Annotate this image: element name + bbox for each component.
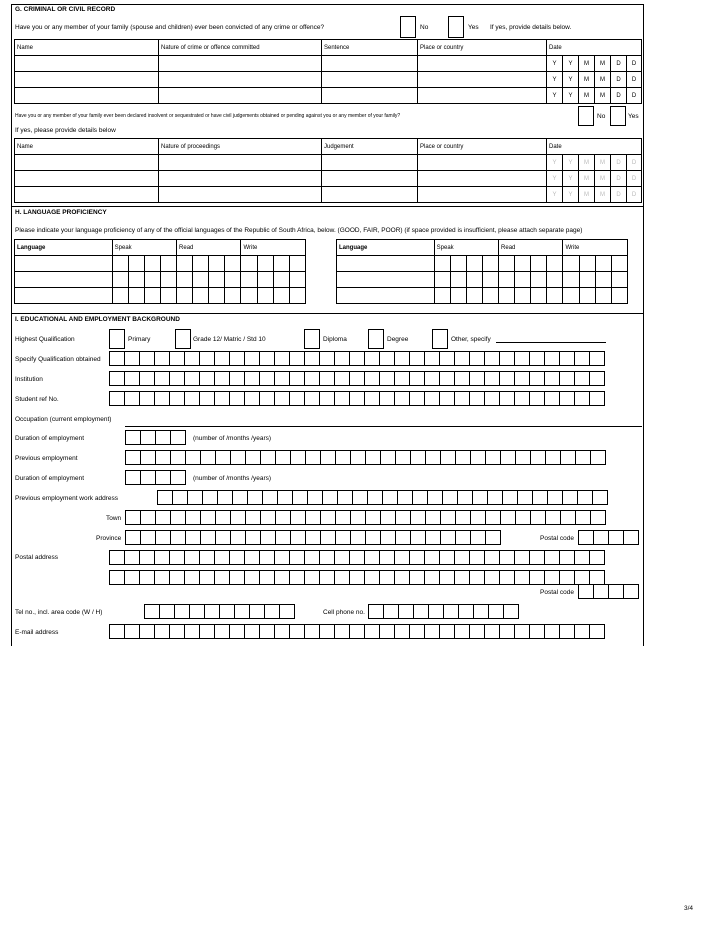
other-specify-field[interactable] (496, 342, 606, 343)
yes-checkbox[interactable] (448, 16, 464, 38)
col-speak: Speak (434, 240, 498, 256)
section-h-title: H. LANGUAGE PROFICIENCY (15, 209, 107, 216)
matric-checkbox[interactable] (175, 329, 191, 349)
col-write: Write (241, 240, 306, 256)
col-nature: Nature of crime or offence committed (159, 40, 322, 56)
town-label: Town (106, 515, 122, 522)
postal-code-field-2[interactable] (578, 584, 638, 599)
yes-label: Yes (468, 24, 479, 31)
table-header-row (337, 240, 628, 256)
criminal-table (14, 39, 642, 104)
language-instruction: Please indicate your language proficiency of any of the official languages of the Republic of South Africa, below. (GOOD, FAIR, POOR) (if space provided is insufficient, please attach separate page) (15, 227, 583, 234)
no-label: No (420, 24, 429, 31)
col-sentence: Sentence (322, 40, 418, 56)
duration-field-2[interactable] (125, 470, 185, 485)
table-row[interactable]: Y Y M M D D (15, 171, 642, 187)
primary-label: Primary (128, 336, 151, 343)
highest-qualification-label: Highest Qualification (15, 336, 75, 343)
specify-qualification-label: Specify Qualification obtained (15, 356, 101, 363)
occupation-label: Occupation (current employment) (15, 416, 112, 423)
insolvency-no-checkbox[interactable] (578, 106, 594, 126)
institution-label: Institution (15, 376, 43, 383)
col-write: Write (563, 240, 628, 256)
postal-code-field[interactable] (578, 530, 638, 545)
cell-field[interactable] (368, 604, 518, 619)
diploma-label: Diploma (323, 336, 347, 343)
section-h-rule (12, 206, 643, 207)
prev-address-field[interactable] (157, 490, 607, 505)
cell-label: Cell phone no. (323, 609, 365, 616)
province-label: Province (96, 535, 122, 542)
table-row[interactable]: Y Y M M D D (15, 155, 642, 171)
other-checkbox[interactable] (432, 329, 448, 349)
town-field[interactable] (125, 510, 605, 525)
insolvency-note: If yes, please provide details below (15, 127, 116, 134)
table-row[interactable] (337, 256, 628, 272)
institution-field[interactable] (109, 371, 604, 386)
postal-address-label: Postal address (15, 554, 58, 561)
insolvency-yes-label: Yes (628, 113, 639, 120)
table-row[interactable]: Y Y M M D D (15, 72, 642, 88)
email-label: E-mail address (15, 629, 59, 636)
postal-address-field-1[interactable] (109, 550, 604, 565)
col-name: Name (15, 139, 159, 155)
col-speak: Speak (112, 240, 176, 256)
table-row[interactable] (15, 288, 306, 304)
col-name: Name (15, 40, 159, 56)
no-checkbox[interactable] (400, 16, 416, 38)
section-g-title: G. CRIMINAL OR CIVIL RECORD (15, 6, 116, 13)
prev-address-label: Previous employment work address (15, 495, 118, 502)
duration-label: Duration of employment (15, 435, 85, 442)
occupation-field[interactable] (125, 426, 642, 427)
form-page (11, 4, 644, 646)
yes-note: If yes, provide details below. (490, 24, 572, 31)
province-field[interactable] (125, 530, 500, 545)
col-read: Read (177, 240, 241, 256)
other-label: Other, specify (451, 336, 491, 343)
col-proceedings: Nature of proceedings (159, 139, 322, 155)
duration-field[interactable] (125, 430, 185, 445)
table-row[interactable] (15, 256, 306, 272)
insolvency-question: Have you or any member of your family ever been declared insolvent or sequestrated or have civil judgements obtained or pending against you or any member of your family? (15, 113, 401, 119)
table-row[interactable]: Y Y M M D D (15, 56, 642, 72)
specify-qualification-field[interactable] (109, 351, 604, 366)
table-row[interactable]: Y Y M M D D (15, 88, 642, 104)
col-language: Language (15, 240, 113, 256)
insolvency-no-label: No (597, 113, 606, 120)
degree-checkbox[interactable] (368, 329, 384, 349)
postal-code-label-2: Postal code (540, 589, 574, 596)
page-number: 3/4 (683, 905, 693, 912)
col-read: Read (499, 240, 563, 256)
col-place: Place or country (418, 40, 547, 56)
language-table-right (336, 239, 628, 304)
degree-label: Degree (387, 336, 409, 343)
col-place: Place or country (418, 139, 547, 155)
language-table-left (14, 239, 306, 304)
insolvency-yes-checkbox[interactable] (610, 106, 626, 126)
table-header-row (15, 139, 642, 155)
previous-employment-field[interactable] (125, 450, 605, 465)
duration-label-2: Duration of employment (15, 475, 85, 482)
tel-label: Tel no., incl. area code (W / H) (15, 609, 103, 616)
postal-address-field-2[interactable] (109, 570, 604, 585)
col-date: Date (547, 40, 642, 56)
col-language: Language (337, 240, 435, 256)
col-date: Date (547, 139, 642, 155)
insolvency-table (14, 138, 642, 203)
col-judgement: Judgement (322, 139, 418, 155)
tel-field[interactable] (144, 604, 294, 619)
section-i-title: I. EDUCATIONAL AND EMPLOYMENT BACKGROUND (15, 316, 180, 323)
duration-note: (number of /months /years) (193, 435, 272, 442)
duration-note-2: (number of /months /years) (193, 475, 272, 482)
table-row[interactable] (337, 288, 628, 304)
section-i-rule (12, 313, 643, 314)
previous-employment-label: Previous employment (15, 455, 78, 462)
table-header-row (15, 240, 306, 256)
primary-checkbox[interactable] (109, 329, 125, 349)
email-field[interactable] (109, 624, 604, 639)
table-row[interactable] (15, 272, 306, 288)
table-header-row (15, 40, 642, 56)
student-ref-field[interactable] (109, 391, 604, 406)
criminal-question: Have you or any member of your family (spouse and children) ever been convicted of any crime or offence? (15, 24, 325, 31)
postal-code-label: Postal code (540, 535, 574, 542)
student-ref-label: Student ref No. (15, 396, 59, 403)
diploma-checkbox[interactable] (304, 329, 320, 349)
table-row[interactable] (337, 272, 628, 288)
table-row[interactable]: Y Y M M D D (15, 187, 642, 203)
matric-label: Grade 12/ Matric / Std 10 (193, 336, 266, 343)
